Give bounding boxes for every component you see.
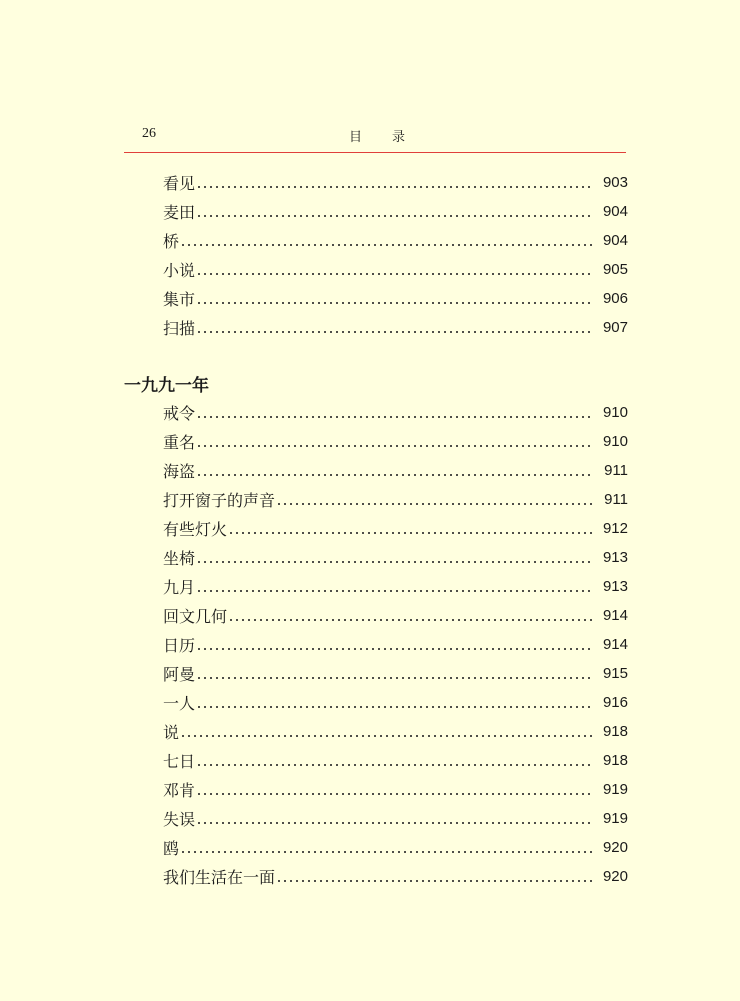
toc-entry[interactable] (163, 688, 628, 717)
running-title: 目录 (349, 130, 436, 145)
toc-entry[interactable] (163, 804, 628, 833)
toc-entry-page: 918 (602, 723, 628, 740)
toc-entry-page: 914 (602, 636, 628, 653)
dot-leader (196, 590, 594, 592)
toc-entry-page: 906 (602, 290, 628, 307)
toc-entry-title: 小说 (163, 261, 196, 280)
toc-entry-title: 九月 (163, 578, 196, 597)
toc-entry-title: 说 (163, 723, 180, 742)
toc-entry[interactable] (163, 833, 628, 862)
toc-entry-title: 一人 (163, 694, 196, 713)
dot-leader (228, 532, 594, 534)
toc-entry-page: 911 (604, 462, 628, 479)
toc-entry[interactable] (163, 168, 628, 197)
dot-leader (196, 273, 594, 275)
toc-entry-page: 910 (602, 433, 628, 450)
dot-leader (196, 186, 594, 188)
toc-entry[interactable] (163, 255, 628, 284)
toc-entry-page: 904 (602, 232, 628, 249)
toc-entry[interactable] (163, 313, 628, 342)
toc-entry-page: 920 (602, 868, 628, 885)
toc-entry-title: 坐椅 (163, 549, 196, 568)
toc-entry[interactable] (163, 775, 628, 804)
dot-leader (228, 619, 594, 621)
toc-entry-title: 鸥 (163, 839, 180, 858)
toc-entry-title: 集市 (163, 290, 196, 309)
dot-leader (180, 244, 594, 246)
toc-entry-title: 失误 (163, 810, 196, 829)
toc-entry-title: 有些灯火 (163, 520, 228, 539)
page-number: 26 (142, 126, 156, 141)
toc-entry-page: 910 (602, 404, 628, 421)
toc-entry-title: 扫描 (163, 319, 196, 338)
toc-entry[interactable] (163, 427, 628, 456)
toc-entry-title: 七日 (163, 752, 196, 771)
toc-entry-title: 邓肯 (163, 781, 196, 800)
toc-entry[interactable] (163, 543, 628, 572)
toc-entry-title: 重名 (163, 433, 196, 452)
dot-leader (180, 851, 594, 853)
toc-entry[interactable] (163, 601, 628, 630)
toc-entry-title: 日历 (163, 636, 196, 655)
year-heading: 一九九一年 (124, 376, 209, 396)
dot-leader (196, 474, 594, 476)
toc-entry-title: 我们生活在一面 (163, 868, 276, 887)
toc-entry-title: 桥 (163, 232, 180, 251)
toc-entry[interactable] (163, 226, 628, 255)
toc-entry-page: 904 (602, 203, 628, 220)
toc-entry-title: 海盗 (163, 462, 196, 481)
dot-leader (196, 416, 594, 418)
toc-entry-title: 回文几何 (163, 607, 228, 626)
toc-entry[interactable] (163, 284, 628, 313)
toc-entry-page: 913 (602, 549, 628, 566)
toc-entry-page: 915 (602, 665, 628, 682)
dot-leader (196, 822, 594, 824)
toc-entry-page: 918 (602, 752, 628, 769)
toc-entry-page: 913 (602, 578, 628, 595)
toc-entry-title: 麦田 (163, 203, 196, 222)
dot-leader (196, 793, 594, 795)
toc-entry-page: 919 (602, 781, 628, 798)
toc-entry[interactable] (163, 456, 628, 485)
dot-leader (196, 445, 594, 447)
toc-entry[interactable] (163, 514, 628, 543)
toc-entry-page: 920 (602, 839, 628, 856)
toc-entry[interactable] (163, 197, 628, 226)
dot-leader (196, 331, 594, 333)
toc-entry[interactable] (163, 659, 628, 688)
dot-leader (196, 561, 594, 563)
toc-entry-page: 903 (602, 174, 628, 191)
dot-leader (196, 215, 594, 217)
toc-entry[interactable] (163, 717, 628, 746)
toc-entry-page: 914 (602, 607, 628, 624)
toc-entry-title: 阿曼 (163, 665, 196, 684)
toc-entry-page: 911 (604, 491, 628, 508)
toc-entry-page: 919 (602, 810, 628, 827)
toc-entry[interactable] (163, 630, 628, 659)
toc-entry-page: 912 (602, 520, 628, 537)
toc-entry-title: 看见 (163, 174, 196, 193)
toc-entry-title: 戒令 (163, 404, 196, 423)
dot-leader (276, 880, 594, 882)
dot-leader (276, 503, 594, 505)
toc-entry[interactable] (163, 572, 628, 601)
toc-entry-page: 916 (602, 694, 628, 711)
toc-entry-title: 打开窗子的声音 (163, 491, 276, 510)
dot-leader (196, 648, 594, 650)
toc-entry-page: 905 (602, 261, 628, 278)
dot-leader (196, 706, 594, 708)
dot-leader (196, 764, 594, 766)
toc-entry[interactable] (163, 485, 628, 514)
dot-leader (196, 677, 594, 679)
toc-entry[interactable] (163, 862, 628, 891)
toc-entry[interactable] (163, 398, 628, 427)
page-header (124, 122, 626, 153)
toc-entry-page: 907 (602, 319, 628, 336)
dot-leader (196, 302, 594, 304)
dot-leader (180, 735, 594, 737)
toc-entry[interactable] (163, 746, 628, 775)
